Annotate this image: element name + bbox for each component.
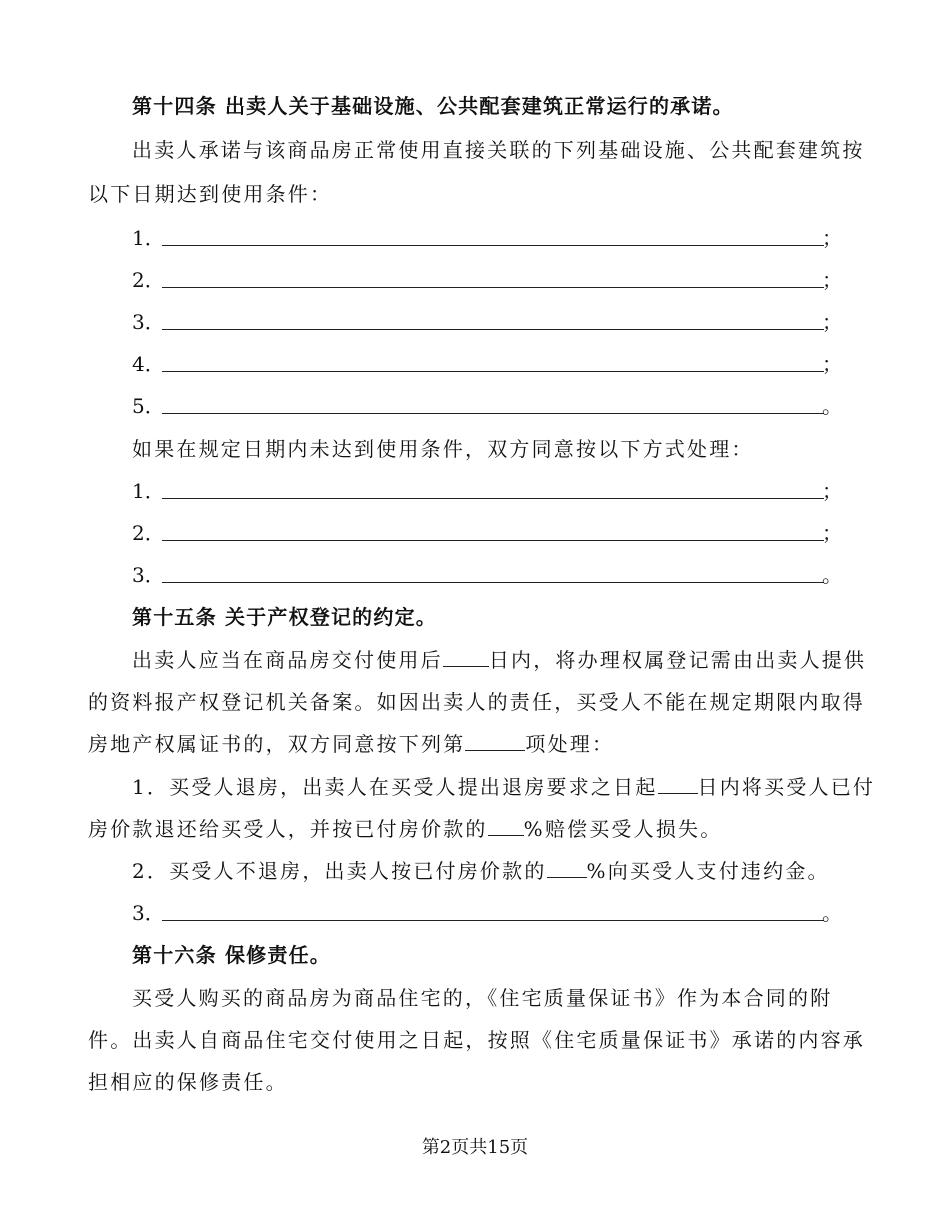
- fill-in-item: [132, 519, 842, 547]
- fill-in-blank[interactable]: [162, 413, 824, 414]
- article-16-heading: 第十六条 保修责任。: [132, 943, 331, 967]
- text-run: 日内，将办理权属登记需由出卖人提供: [488, 648, 867, 672]
- text-run: 出卖人应当在商品房交付使用后: [132, 648, 443, 672]
- article-15-heading: 第十五条 关于产权登记的约定。: [132, 605, 437, 629]
- page-number-footer: 第2页共15页: [421, 1137, 529, 1158]
- text-run: 项处理：: [525, 732, 615, 756]
- fill-in-blank[interactable]: [658, 775, 698, 794]
- fill-in-item: [132, 561, 842, 589]
- article-14-paragraph-line1: 出卖人承诺与该商品房正常使用直接关联的下列基础设施、公共配套建筑按: [132, 138, 865, 162]
- article-15-line2: 的资料报产权登记机关备案。如因出卖人的责任，买受人不能在规定期限内取得: [88, 690, 865, 714]
- item-number: 2．: [132, 268, 165, 292]
- item-number: 2．: [132, 521, 165, 545]
- text-run: 房地产权属证书的，双方同意按下列第: [88, 732, 466, 756]
- item-end-punct: 。: [822, 901, 842, 925]
- fill-in-item: [132, 308, 842, 336]
- article-15-line3: [88, 730, 614, 758]
- fill-in-blank[interactable]: [162, 540, 824, 541]
- item-number: 3．: [132, 310, 165, 334]
- fill-in-blank[interactable]: [162, 371, 824, 372]
- fill-in-blank[interactable]: [162, 920, 824, 921]
- text-run: %向买受人支付违约金。: [586, 859, 830, 883]
- article-16-line3: 担相应的保修责任。: [88, 1070, 288, 1094]
- fill-in-blank[interactable]: [162, 287, 824, 288]
- text-run: 1．买受人退房，出卖人在买受人提出退房要求之日起: [132, 775, 658, 799]
- fill-in-item: [132, 899, 842, 927]
- item-end-punct: ；: [822, 479, 842, 503]
- item-number: 5．: [132, 394, 165, 418]
- item-end-punct: ；: [822, 352, 842, 376]
- item-end-punct: ；: [822, 310, 842, 334]
- text-run: 日内将买受人已付: [697, 775, 876, 799]
- article-16-line1: 买受人购买的商品房为商品住宅的，《住宅质量保证书》作为本合同的附: [132, 986, 833, 1010]
- fill-in-blank[interactable]: [465, 732, 525, 751]
- item-end-punct: ；: [822, 226, 842, 250]
- item-end-punct: ；: [822, 268, 842, 292]
- article-14-heading: 第十四条 出卖人关于基础设施、公共配套建筑正常运行的承诺。: [132, 94, 734, 118]
- article-15-item1-line1: [132, 773, 875, 801]
- fill-in-blank[interactable]: [443, 648, 489, 667]
- item-number: 1．: [132, 479, 165, 503]
- fill-in-blank[interactable]: [162, 498, 824, 499]
- item-number: 1．: [132, 226, 165, 250]
- article-16-line2: 件。出卖人自商品住宅交付使用之日起，按照《住宅质量保证书》承诺的内容承: [88, 1028, 865, 1052]
- fill-in-blank[interactable]: [162, 245, 824, 246]
- fill-in-blank[interactable]: [162, 329, 824, 330]
- item-number: 3．: [132, 901, 165, 925]
- fill-in-blank[interactable]: [162, 582, 824, 583]
- item-end-punct: 。: [822, 563, 842, 587]
- text-run: 2．买受人不退房，出卖人按已付房价款的: [132, 859, 547, 883]
- fill-in-item: [132, 392, 842, 420]
- item-end-punct: 。: [822, 394, 842, 418]
- fill-in-item: [132, 350, 842, 378]
- article-15-item2: [132, 857, 830, 885]
- fill-in-item: [132, 477, 842, 505]
- article-15-line1: [132, 646, 866, 674]
- fill-in-item: [132, 266, 842, 294]
- article-15-item1-line2: [88, 815, 722, 843]
- fill-in-blank[interactable]: [488, 817, 524, 836]
- item-end-punct: ；: [822, 521, 842, 545]
- item-number: 3．: [132, 563, 165, 587]
- item-number: 4．: [132, 352, 165, 376]
- text-run: %赔偿买受人损失。: [523, 817, 723, 841]
- article-14-paragraph-2: 如果在规定日期内未达到使用条件，双方同意按以下方式处理：: [132, 437, 754, 461]
- text-run: 房价款退还给买受人，并按已付房价款的: [88, 817, 488, 841]
- article-14-paragraph-line2: 以下日期达到使用条件：: [88, 182, 333, 206]
- fill-in-item: [132, 224, 842, 252]
- fill-in-blank[interactable]: [547, 859, 587, 878]
